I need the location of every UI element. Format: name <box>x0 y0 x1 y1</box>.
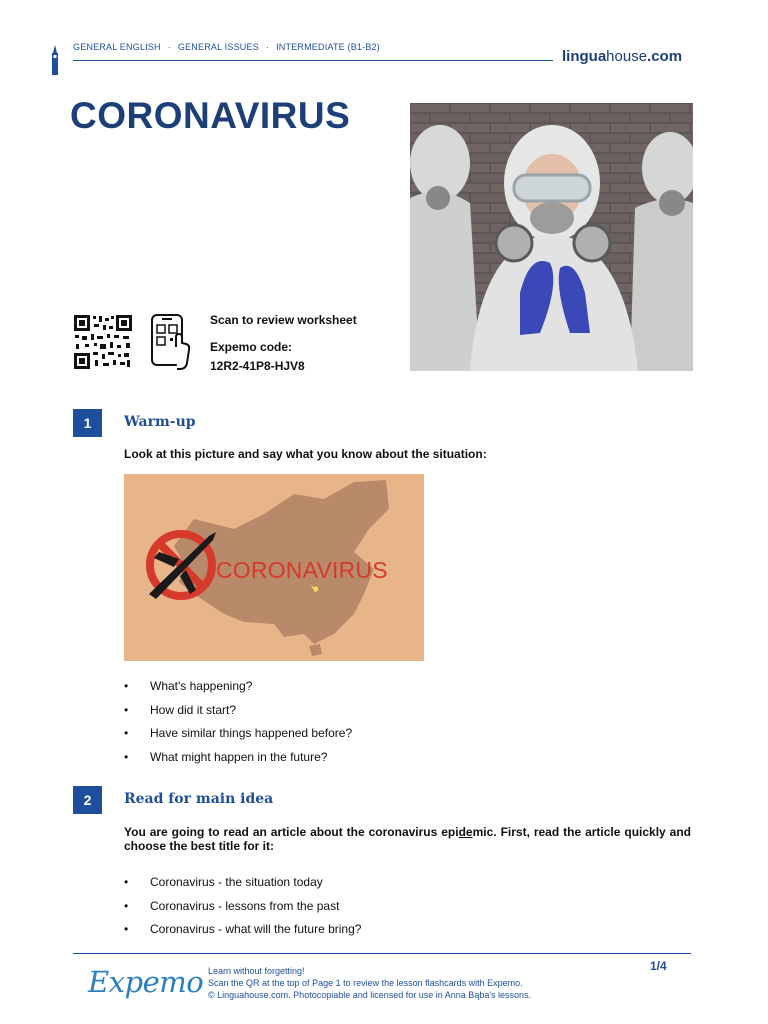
stress-marker: de <box>458 825 473 839</box>
brand-part: house <box>606 48 648 65</box>
breadcrumb-item[interactable]: INTERMEDIATE (B1-B2) <box>276 42 380 52</box>
big-ben-icon <box>50 45 60 75</box>
brand-part: .com <box>647 48 683 65</box>
brand-logo[interactable] <box>562 48 682 65</box>
footer-tagline: Learn without forgetting! <box>208 966 305 976</box>
breadcrumb-separator: · <box>265 42 270 52</box>
page-number: 1/4 <box>650 959 667 973</box>
china-map-image <box>124 474 424 661</box>
expemo-logo[interactable]: Expemo <box>88 965 204 999</box>
section-instruction: Look at this picture and say what you know about the situation: <box>124 447 487 461</box>
instruction-text: You are going to read an article about the coronavirus epi <box>124 825 459 839</box>
list-item: • What's happening? <box>124 678 352 702</box>
list-item: • Coronavirus - the situation today <box>124 874 361 898</box>
section-instruction <box>124 825 691 853</box>
list-item: • Coronavirus - lessons from the past <box>124 898 361 922</box>
footer-instruction: Scan the QR at the top of Page 1 to review the lesson flashcards with Expemo. <box>208 978 523 988</box>
header-divider <box>73 60 553 61</box>
section-number-badge: 1 <box>73 409 102 437</box>
brand-part: lingua <box>562 48 607 65</box>
expemo-code-value: 12R2-41P8-HJV8 <box>210 359 305 373</box>
breadcrumb <box>73 42 380 52</box>
title-options <box>124 874 361 945</box>
footer-divider <box>73 953 691 954</box>
qr-code-icon[interactable] <box>73 314 133 370</box>
breadcrumb-item[interactable]: GENERAL ISSUES <box>177 42 259 52</box>
section-title: Read for main idea <box>124 791 274 807</box>
list-item: • How did it start? <box>124 702 352 726</box>
section-title: Warm-up <box>124 414 196 430</box>
instruction-text: mic. First, read the article quickly and choose the best title for it: <box>124 825 691 853</box>
hazmat-photo <box>410 103 693 371</box>
breadcrumb-item[interactable]: GENERAL ENGLISH <box>73 42 161 52</box>
list-item: • What might happen in the future? <box>124 749 352 773</box>
scan-label: Scan to review worksheet <box>210 313 357 327</box>
section-number-badge: 2 <box>73 786 102 814</box>
footer-copyright: © Linguahouse.com. Photocopiable and licensed for use in Anna Bąba's lessons. <box>208 990 532 1000</box>
warmup-questions <box>124 678 352 772</box>
map-label: CORONAVIRUS <box>216 557 388 583</box>
phone-scan-icon <box>150 313 192 371</box>
page-title: CORONAVIRUS <box>70 95 351 136</box>
expemo-code-label: Expemo code: <box>210 340 293 354</box>
list-item: • Coronavirus - what will the future bring? <box>124 921 361 945</box>
list-item: • Have similar things happened before? <box>124 725 352 749</box>
breadcrumb-separator: · <box>167 42 171 52</box>
hazmat-photo-illustration <box>410 103 693 371</box>
